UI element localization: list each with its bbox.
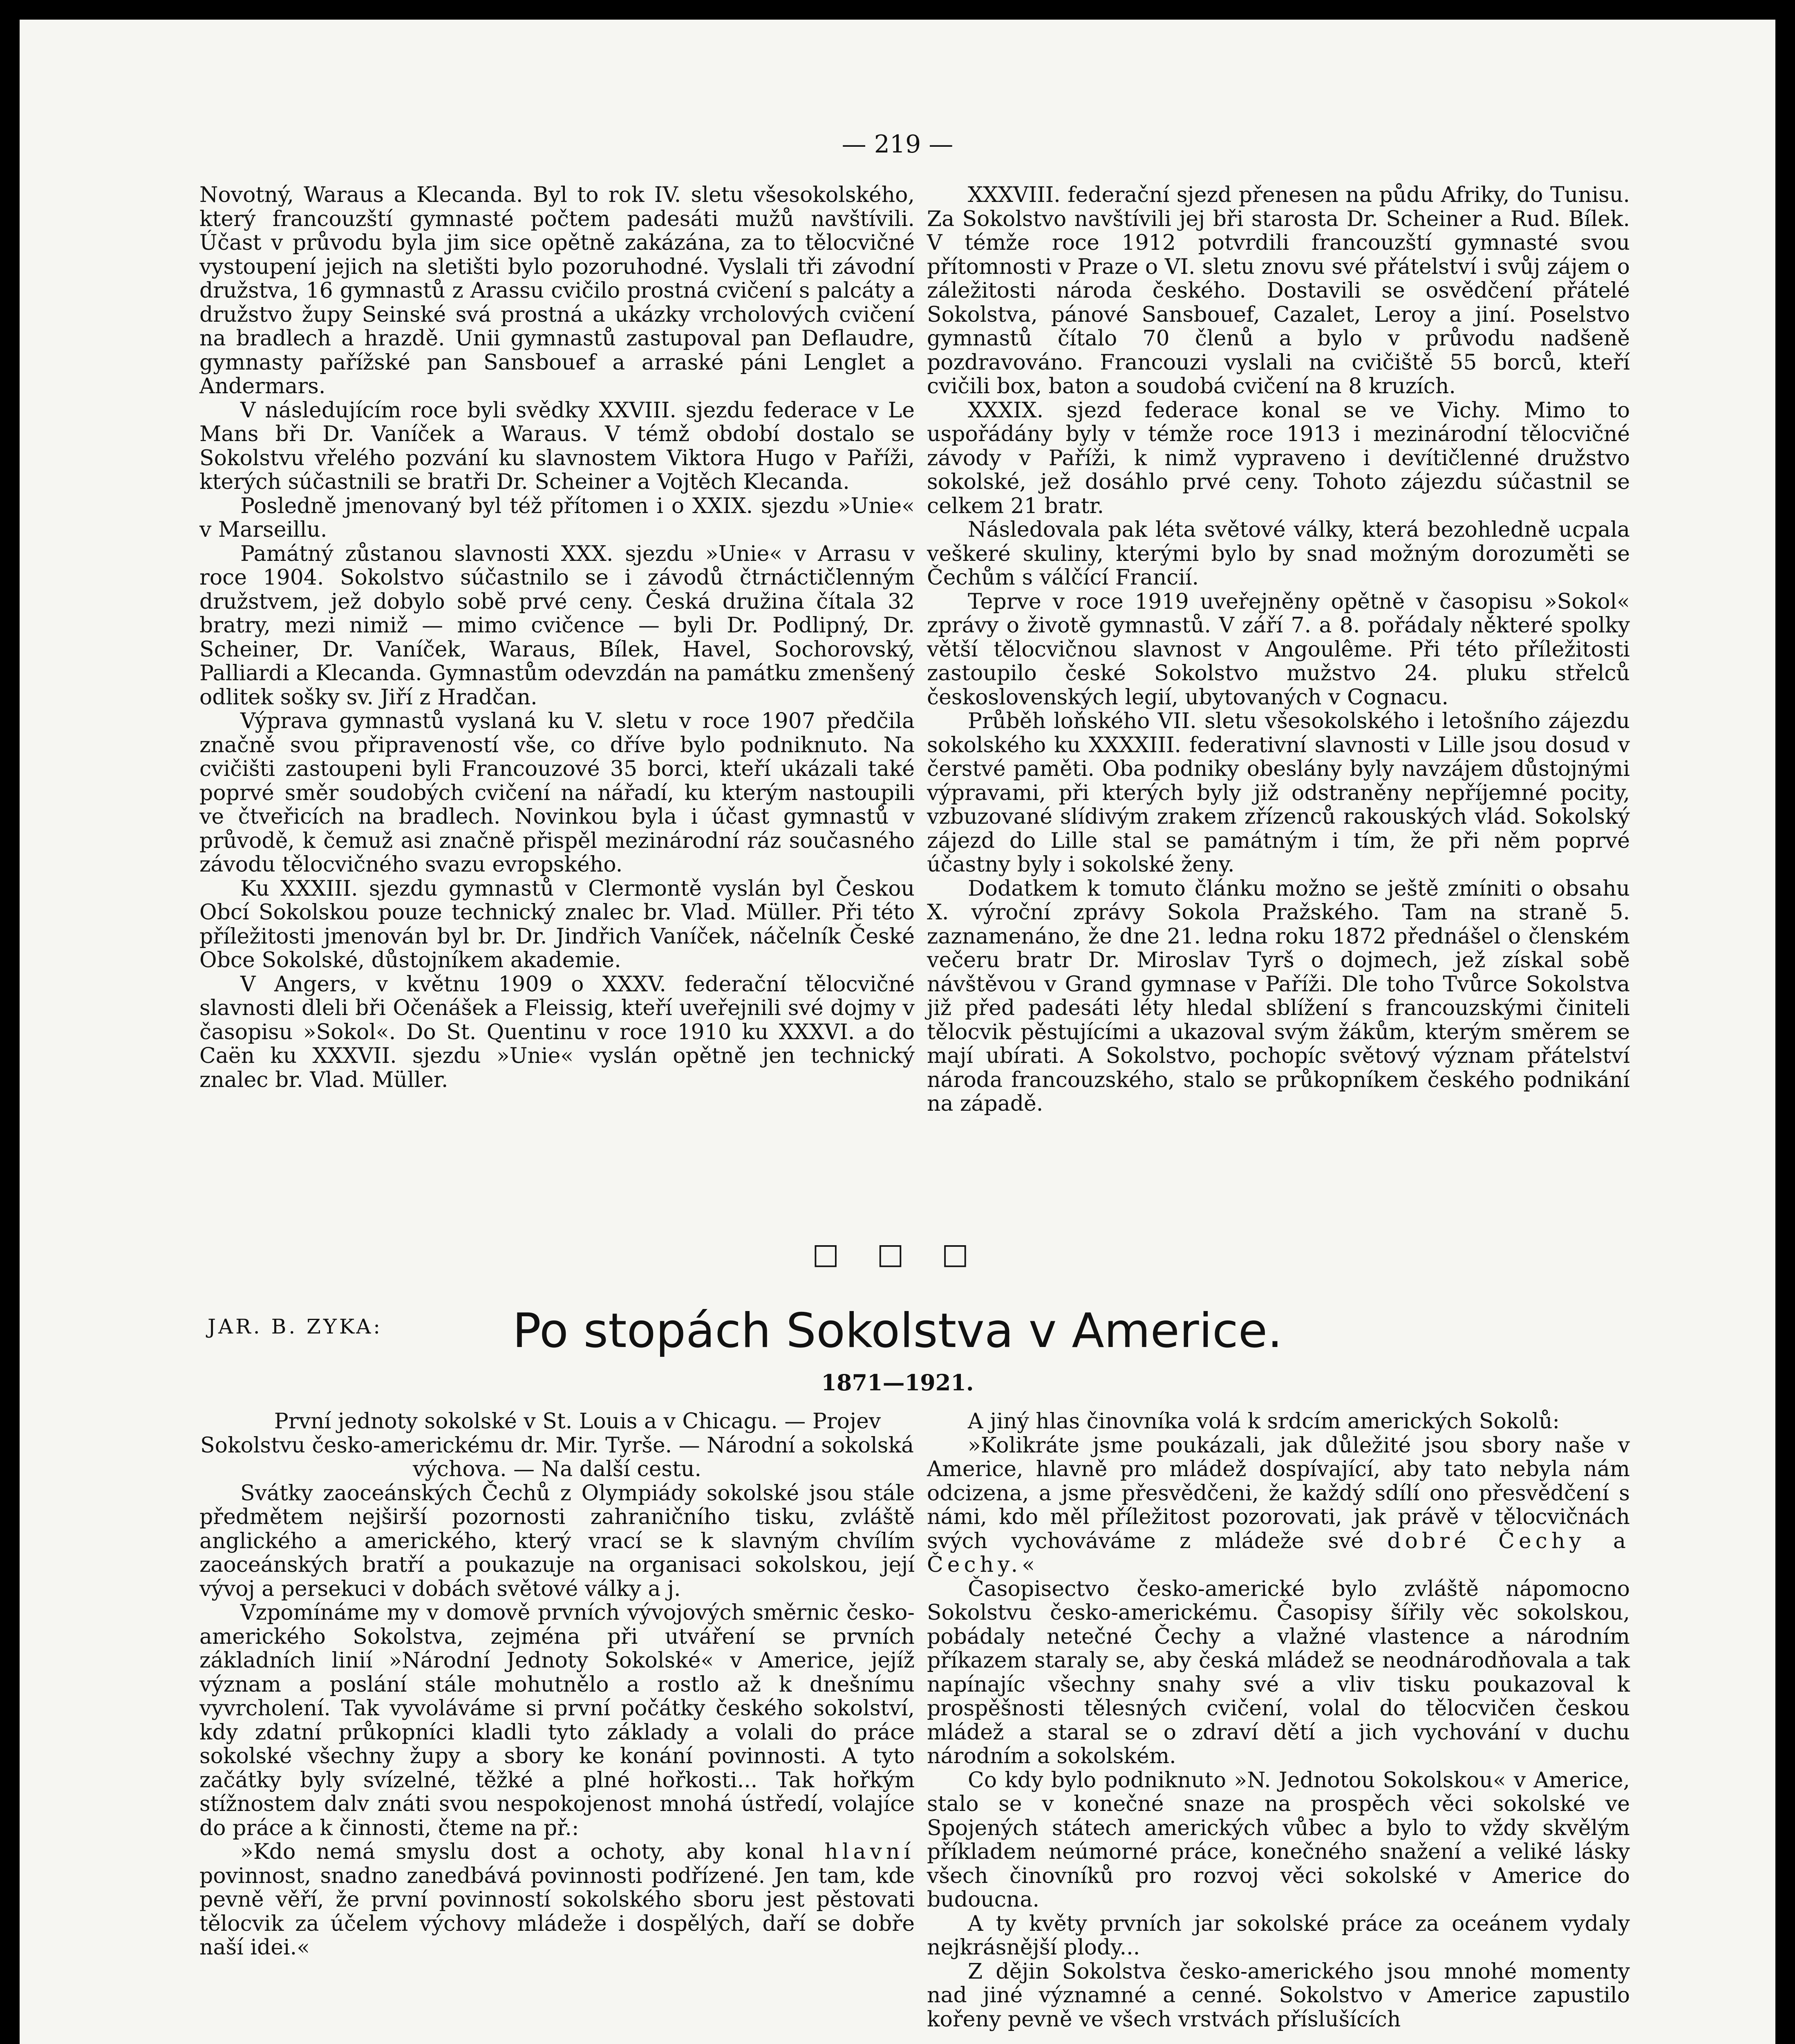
- section-divider: □ □ □: [812, 1237, 983, 1271]
- bottom-left-column: [199, 1410, 915, 1960]
- paragraph: A jiný hlas činovníka volá k srdcím amerických Sokolů:: [968, 1409, 1560, 1434]
- paragraph: A ty květy prvních jar sokolské práce za oceánem vydaly nejkrásnější plody...: [927, 1911, 1630, 1960]
- article-author: JAR. B. ZYKA:: [208, 1315, 383, 1338]
- paragraph: Z dějin Sokolstva česko-amerického jsou mnohé momenty nad jiné významné a cenné. Sokolstvo v Americe zapustilo kořeny pevně ve všech vrstvách příslušících: [927, 1959, 1630, 2032]
- top-right-column: [927, 183, 1630, 1116]
- article-title: Po stopách Sokolstva v Americe.: [513, 1303, 1282, 1358]
- quote-emphasis: hlavní: [824, 1840, 915, 1864]
- paragraph: Památný zůstanou slavnosti XXX. sjezdu »Unie« v Arrasu v roce 1904. Sokolstvo súčastnilo se i závodů čtrnáctičlenným družstvem, jež dobylo sobě prvé ceny. Česká družina čítala 32 bratry, mezi nimiž — mimo cvičence — byli Dr. Podlipný, Dr. Scheiner, Dr. Vaníček, Waraus, Bílek, Havel, Sochorovský, Palliardi a Klecanda. Gymnastům odevzdán na památku zmenšený odlitek sošky sv. Jiří z Hradčan.: [199, 541, 915, 710]
- bottom-right-column: [927, 1410, 1630, 2031]
- article-subtitle: První jednoty sokolské v St. Louis a v Chicagu. — Projev Sokolstvu česko-americkému dr. Mir. Tyrše. — Národní a sokolská výchova. — Na další cestu.: [200, 1409, 914, 1481]
- paragraph: Co kdy bylo podniknuto »N. Jednotou Sokolskou« v Americe, stalo se v konečné snaze na prospěch věci sokolské ve Spojených státech amerických vůbec a bylo to vždy skvělým příkladem neúmorné práce, konečného snažení a veliké lásky všech činovníků pro rozvoj věci sokolské v Americe do budoucna.: [927, 1768, 1630, 1912]
- paragraph: XXXIX. sjezd federace konal se ve Vichy. Mimo to uspořádány byly v témže roce 1913 i mezinárodní tělocvičné závody v Paříži, k nimž vypraveno i devítičlenné družstvo sokolské, jež dosáhlo prvé ceny. Tohoto zájezdu súčastnil se celkem 21 bratr.: [927, 398, 1630, 518]
- quote-paragraph: [199, 1840, 915, 1960]
- quote-text: povinnost, snadno zanedbává povinnosti podřízené. Jen tam, kde pevně věří, že první povinností sokolského sboru jest pěstovati tělocvik za účelem výchovy mládeže i dospělých, daří se dobře naší idei.«: [199, 1863, 915, 1960]
- paragraph: Novotný, Waraus a Klecanda. Byl to rok IV. sletu všesokolského, který francouzští gymnasté počtem padesáti mužů navštívili. Účast v průvodu byla jim sice opětně zakázána, za to tělocvičné vystoupení jejich na sletišti bylo pozoruhodné. Vyslali tři závodní družstva, 16 gymnastů z Arassu cvičilo prostná cvičení s palcáty a družstvo župy Seinské svá prostná a ukázky vrcholových cvičení na bradlech a hrazdě. Unii gymnastů zastupoval pan Deflaudre, gymnasty pařížské pan Sansbouef a arraské páni Lenglet a Andermars.: [199, 183, 915, 399]
- paragraph: Vzpomínáme my v domově prvních vývojových směrnic česko-amerického Sokolstva, zejména při utváření se prvních základních linií »Národní Jednoty Sokolské« v Americe, jejíž význam a poslání stále mohutnělo a rostlo až k dnešnímu vyvrcholení. Tak vyvoláváme si první počátky českého sokolství, kdy zdatní průkopníci kladli tyto základy a volali do práce sokolské všechny župy a sbory ke konání povinnosti. A tyto začátky byly svízelné, těžké a plné hořkosti... Tak hořkým stížnostem dalv znáti svou nespokojenost mnohá ústředí, volajíce do práce a k činnosti, čteme na př.:: [199, 1600, 915, 1840]
- article-years: 1871—1921.: [821, 1369, 974, 1396]
- quote-paragraph: [927, 1434, 1630, 1577]
- paragraph: Následovala pak léta světové války, která bezohledně ucpala veškeré skuliny, kterými bylo by snad možným dorozuměti se Čechům s válčící Francií.: [927, 518, 1630, 590]
- paragraph: Svátky zaoceánských Čechů z Olympiády sokolské jsou stále předmětem nejširší pozornosti zahraničního tisku, zvláště anglického a amerického, který vrací se k slavným chvílím zaoceánských bratří a poukazuje na organisaci sokolskou, její vývoj a persekuci v dobách světové války a j.: [199, 1481, 915, 1601]
- paragraph: Časopisectvo česko-americké bylo zvláště nápomocno Sokolstvu česko-americkému. Časopisy šířily věc sokolskou, pobádaly netečné Čechy a vlažné vlastence a národním příkazem staraly se, aby česká mládež se neodnárodňovala a tak napínajíc všechny snahy své a vliv tisku poukazoval k prospěšnosti tělesných cvičení, volal do tělocvičen českou mládež a staral se o zdraví dětí a jich vychování v duchu národním a sokolském.: [927, 1576, 1630, 1768]
- quote-text: »Kdo nemá smyslu dost a ochoty, aby konal: [240, 1840, 825, 1864]
- quote-text: »Kolikráte jsme poukázali, jak důležité jsou sbory naše v Americe, hlavně pro mládež dospívající, aby tato nebyla nám odcizena, a jsme přesvědčeni, že každý sdílí ono přesvědčení s námi, kdo měl příležitost pozorovati, jak právě v tělocvičnách svých vychováváme z mládeže své: [927, 1433, 1630, 1553]
- paragraph: Teprve v roce 1919 uveřejněny opětně v časopisu »Sokol« zprávy o životě gymnastů. V září 7. a 8. pořádaly některé spolky větší tělocvičnou slavnost v Angoulême. Při této příležitosti zastoupilo české Sokolstvo mužstvo 24. pluku střelců československých legií, ubytovaných v Cognacu.: [927, 589, 1630, 710]
- paragraph: V následujícím roce byli svědky XXVIII. sjezdu federace v Le Mans bři Dr. Vaníček a Waraus. V témž období dostalo se Sokolstvu vřelého pozvání ku slavnostem Viktora Hugo v Paříži, kterých súčastnili se bratři Dr. Scheiner a Vojtěch Klecanda.: [199, 398, 915, 494]
- paragraph: Dodatkem k tomuto článku možno se ještě zmíniti o obsahu X. výroční zprávy Sokola Pražského. Tam na straně 5. zaznamenáno, že dne 21. ledna roku 1872 přednášel o členském večeru bratr Dr. Miroslav Tyrš o dojmech, jež získal sobě návštěvou v Grand gymnase v Paříži. Dle toho Tvůrce Sokolstva již před padesáti léty hledal sblížení s francouzskými činiteli tělocvik pěstujícími a ukazoval svým žákům, kterým směrem se mají ubírati. A Sokolstvo, pochopíc světový význam přátelství národa francouzského, stalo se průkopníkem českého podnikání na západě.: [927, 876, 1630, 1116]
- top-left-column: [199, 183, 915, 1092]
- paragraph: Výprava gymnastů vyslaná ku V. sletu v roce 1907 předčila značně svou připraveností vše, co dříve bylo podniknuto. Na cvičišti zastoupeni byli Francouzové 35 borci, kteří ukázali také poprvé směr soudobých cvičení na nářadí, ku kterým nastoupili ve čtveřicích na bradlech. Novinkou byla i účast gymnastů v průvodě, k čemuž asi značně přispěl mezinárodní ráz současného závodu tělocvičného svazu evropského.: [199, 709, 915, 877]
- paragraph: XXXVIII. federační sjezd přenesen na půdu Afriky, do Tunisu. Za Sokolstvo navštívili jej bři starosta Dr. Scheiner a Rud. Bílek. V témže roce 1912 potvrdili francouzští gymnasté svou přítomnosti v Praze o VI. sletu znovu své přátelství i svůj zájem o záležitosti národa českého. Dostavili se osvědčení přátelé Sokolstva, pánové Sansbouef, Cazalet, Leroy a jiní. Poselstvo gymnastů čítalo 70 členů a bylo v průvodu nadšeně pozdravováno. Francouzi vyslali na cvičiště 55 borců, kteří cvičili box, baton a soudobá cvičení na 8 kruzích.: [927, 183, 1630, 399]
- quote-emphasis: dobré Čechy a Čechy.«: [927, 1529, 1630, 1577]
- paragraph: Ku XXXIII. sjezdu gymnastů v Clermontě vyslán byl Českou Obcí Sokolskou pouze technický znalec br. Vlad. Müller. Při této příležitosti jmenován byl br. Dr. Jindřich Vaníček, náčelník České Obce Sokolské, důstojníkem akademie.: [199, 876, 915, 973]
- journal-page: [20, 20, 1775, 2044]
- paragraph: V Angers, v květnu 1909 o XXXV. federační tělocvičné slavnosti dleli bři Očenášek a Fleissig, kteří uveřejnili své dojmy v časopisu »Sokol«. Do St. Quentinu v roce 1910 ku XXXVI. a do Caën ku XXXVII. sjezdu »Unie« vyslán opětně jen technický znalec br. Vlad. Müller.: [199, 972, 915, 1092]
- paragraph: Posledně jmenovaný byl též přítomen i o XXIX. sjezdu »Unie« v Marseillu.: [199, 493, 915, 542]
- page-number: — 219 —: [842, 130, 953, 159]
- paragraph: Průběh loňského VII. sletu všesokolského i letošního zájezdu sokolského ku XXXXIII. federativní slavnosti v Lille jsou dosud v čerstvé paměti. Oba podniky obeslány byly navzájem důstojnými výpravami, při kterých byly již odstraněny nepříjemné pocity, vzbuzované slídivým zrakem zřízenců rakouských vlád. Sokolský zájezd do Lille stal se památným i tím, že při něm poprvé účastny byly i sokolské ženy.: [927, 709, 1630, 877]
